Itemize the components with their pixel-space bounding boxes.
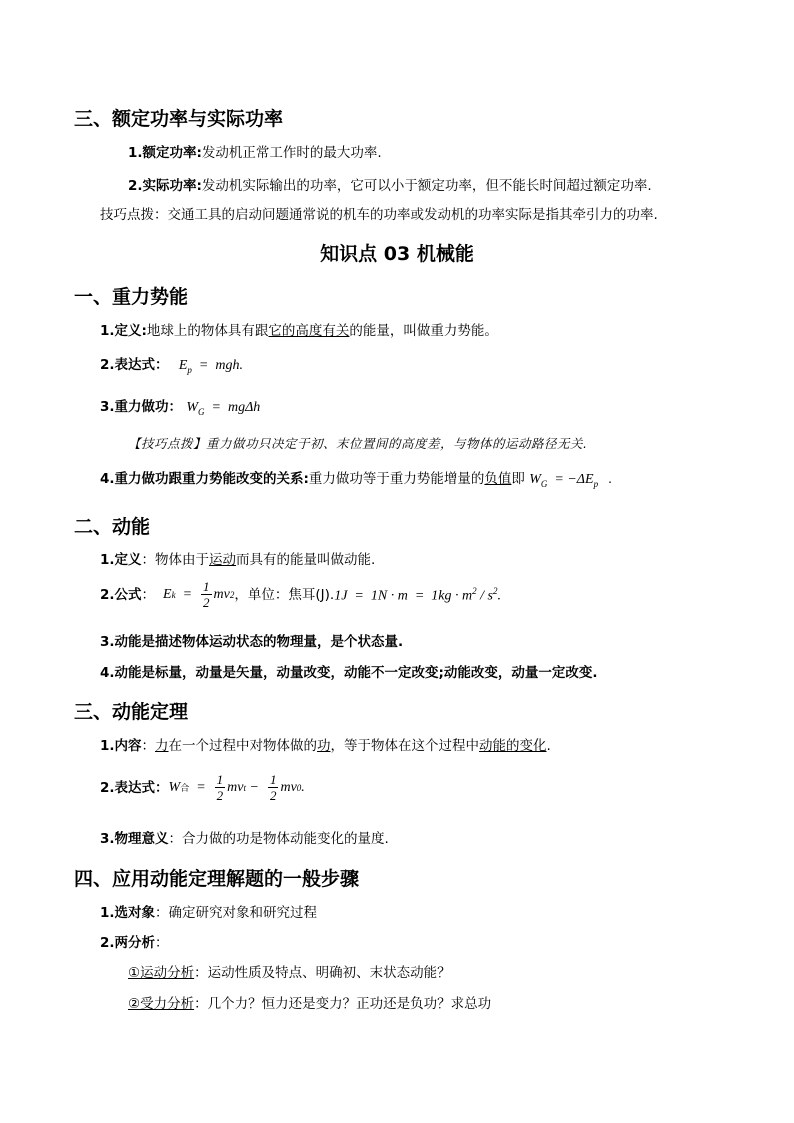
theorem-meaning-text: ：合力做的功是物体动能变化的量度. bbox=[168, 831, 389, 847]
steps-analysis-motion bbox=[128, 967, 451, 981]
theorem-u-change: 动能的变化 bbox=[479, 738, 547, 754]
steps-a2-text: ：几个力？恒力还是变力？正功还是负功？求总功 bbox=[194, 996, 492, 1012]
theorem-expr-formula: W 合 = $\frac{1}{2}$ mv t − $\frac{1}{2}$ mv 0 . bbox=[168, 772, 305, 804]
gravity-def-underlined: 它的高度有关 bbox=[268, 323, 350, 339]
section-heading-steps: 四、应用动能定理解题的一般步骤 bbox=[74, 868, 360, 890]
section-heading-theorem: 三、动能定理 bbox=[74, 701, 189, 723]
steps-item1 bbox=[100, 907, 317, 921]
rated-power-text: 发动机正常工作时的最大功率. bbox=[201, 145, 382, 161]
gravity-def-pre: 地球上的物体具有跟 bbox=[146, 323, 269, 339]
theorem-c3: ，等于物体在这个过程中 bbox=[330, 738, 480, 754]
steps-s2-label: 2.两分析 bbox=[100, 935, 156, 951]
kinetic-def-post: 而具有的能量叫做动能. bbox=[236, 552, 376, 568]
kinetic-formula-expr: E k = $\frac{1}{2}$ mv 2 bbox=[163, 579, 235, 611]
steps-a1-underlined: ①运动分析 bbox=[128, 965, 195, 981]
gravity-work bbox=[100, 401, 260, 417]
steps-item2 bbox=[100, 937, 169, 951]
steps-analysis-force bbox=[128, 998, 491, 1012]
steps-s1-text: ：确定研究对象和研究过程 bbox=[155, 905, 318, 921]
gravity-def-post: 的能量，叫做重力势能。 bbox=[349, 323, 498, 339]
gravity-work-label: 3.重力做功： bbox=[100, 399, 183, 415]
theorem-content-label: 1.内容 bbox=[100, 738, 142, 754]
kinetic-unit-formula: $1J = 1N \cdot m = 1kg \cdot m^2 / s^2$. bbox=[334, 585, 501, 604]
rated-power-item bbox=[128, 147, 382, 161]
power-tip: 技巧点拨：交通工具的启动问题通常说的机车的功率或发动机的功率实际是指其牵引力的功率. bbox=[100, 207, 658, 223]
theorem-c4: . bbox=[546, 738, 551, 754]
actual-power-label: 2.实际功率: bbox=[128, 178, 202, 194]
theorem-u-force: 力 bbox=[155, 738, 169, 754]
section-heading-gravity: 一、重力势能 bbox=[74, 286, 189, 308]
theorem-u-work: 功 bbox=[317, 738, 331, 754]
kinetic-formula: 2.公式 ： E k = $\frac{1}{2}$ mv 2 ，单位：焦耳(J). $1J = 1N \cdot m = 1kg \cdot m^2 / s^2$. bbox=[100, 579, 501, 611]
gravity-rel-pre: 重力做功等于重力势能增量的 bbox=[308, 471, 485, 487]
section-heading-rated-power: 三、额定功率与实际功率 bbox=[74, 108, 284, 130]
rated-power-label: 1.额定功率: bbox=[128, 145, 202, 161]
knowledge-point-title: 知识点 03 机械能 bbox=[320, 243, 474, 265]
theorem-expr-label: 2.表达式： bbox=[100, 779, 169, 796]
gravity-expr-label: 2.表达式： bbox=[100, 357, 169, 373]
kinetic-unit-text: ，单位：焦耳(J). bbox=[234, 586, 335, 603]
theorem-content bbox=[100, 740, 551, 754]
gravity-def-label: 1.定义: bbox=[100, 323, 147, 339]
gravity-rel-post: 即 bbox=[511, 471, 525, 487]
gravity-rel-underlined: 负值 bbox=[484, 471, 512, 487]
section-heading-kinetic: 二、动能 bbox=[74, 516, 151, 538]
theorem-c1: ： bbox=[141, 738, 156, 754]
kinetic-def-label: 1.定义 bbox=[100, 552, 142, 568]
theorem-meaning bbox=[100, 833, 389, 847]
kinetic-item3: 3.动能是描述物体运动状态的物理量，是个状态量. bbox=[100, 634, 404, 650]
theorem-meaning-label: 3.物理意义 bbox=[100, 831, 169, 847]
gravity-rel-formula: $W_G = -\Delta E_p$ . bbox=[529, 472, 613, 489]
gravity-rel-label: 4.重力做功跟重力势能改变的关系: bbox=[100, 471, 309, 487]
actual-power-text: 发动机实际输出的功率，它可以小于额定功率，但不能长时间超过额定功率. bbox=[201, 178, 652, 194]
kinetic-item4: 4.动能是标量，动量是矢量，动量改变，动能不一定改变;动能改变，动量一定改变. bbox=[100, 665, 598, 681]
theorem-c2: 在一个过程中对物体做的 bbox=[168, 738, 318, 754]
gravity-definition bbox=[100, 325, 498, 339]
actual-power-item bbox=[128, 180, 652, 194]
gravity-expression bbox=[100, 359, 243, 375]
gravity-tip: 【技巧点拨】重力做功只决定于初、末位置间的高度差，与物体的运动路径无关. bbox=[128, 436, 588, 451]
kinetic-def-underlined: 运动 bbox=[209, 552, 237, 568]
kinetic-definition bbox=[100, 554, 375, 568]
steps-s1-label: 1.选对象 bbox=[100, 905, 156, 921]
gravity-relation bbox=[100, 473, 612, 489]
gravity-expr-formula: $E_p$ = mgh. bbox=[178, 358, 243, 375]
steps-s2-text: ： bbox=[155, 935, 169, 951]
kinetic-def-pre: ：物体由于 bbox=[141, 552, 210, 568]
steps-a2-underlined: ②受力分析 bbox=[128, 996, 195, 1012]
theorem-expression bbox=[100, 773, 305, 804]
gravity-work-formula: $W_G = mg\Delta h$ bbox=[186, 400, 261, 417]
kinetic-formula-label: 2.公式 bbox=[100, 586, 142, 603]
steps-a1-text: ：运动性质及特点、明确初、末状态动能？ bbox=[194, 965, 451, 981]
